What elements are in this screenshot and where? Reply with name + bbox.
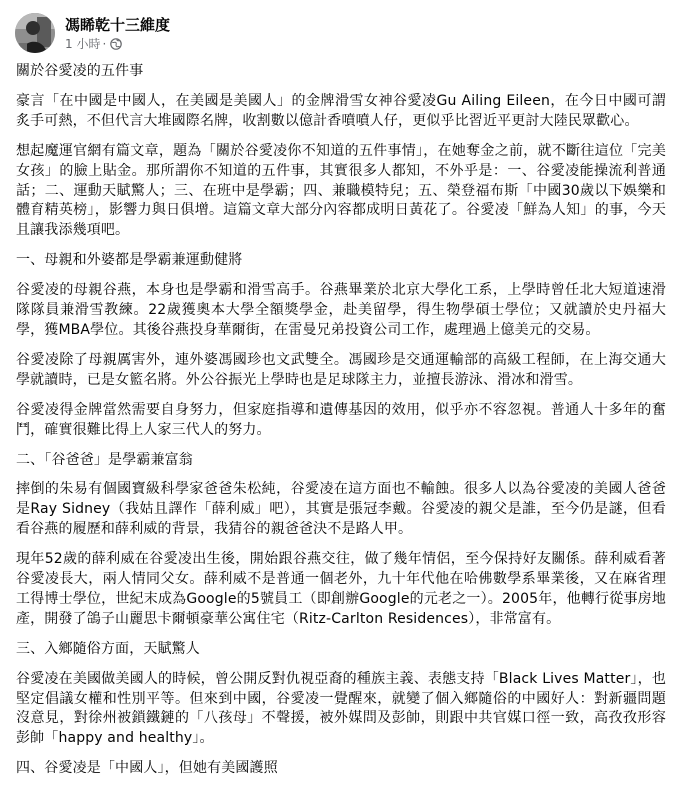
post-paragraph: 谷愛凌的母親谷燕，本身也是學霸和滑雪高手。谷燕畢業於北京大學化工系，上學時曾任北大短道速滑隊隊員兼滑雪教練。22歲獲奧本大學全額獎學金，赴美留學，得生物學碩士學位；又就讀於史丹福大學，獲MBA學位。其後谷燕投身華爾街，在雷曼兄弟投資公司工作，處理過上億美元的交易。 <box>16 282 666 338</box>
meta-separator: · <box>102 37 107 51</box>
avatar-image <box>15 13 55 53</box>
post-paragraph: 谷愛凌在美國做美國人的時候，曾公開反對仇視亞裔的種族主義、表態支持「Black Lives Matter」，也堅定倡議女權和性別平等。但來到中國，谷愛凌一覺醒來，就變了個入鄉隨俗的中國好人：對新疆問題沒意見，對徐州被鎖鐵鏈的「八孩母」不聲援，被外媒問及彭帥，則跟中共官媒口徑一致，高孜孜形容彭帥「happy and healthy」。 <box>16 670 666 747</box>
post-title: 關於谷愛凌的五件事 <box>16 63 144 79</box>
author-name[interactable]: 馮睎乾十三維度 <box>65 16 171 34</box>
post-paragraph: 谷愛凌除了母親厲害外，連外婆馮國珍也文武雙全。馮國珍是交通運輸部的高級工程師，在上海交通大學就讀時，已是女籃名將。外公谷振光上學時也是足球隊主力，並擅長游泳、滑冰和滑雪。 <box>16 351 666 388</box>
post-paragraph: 想起魔運官網有篇文章，題為「關於谷愛凌你不知道的五件事情」，在她奪金之前，就不斷往這位「完美女孩」的臉上貼金。那所謂你不知道的五件事，其實很多人都知，不外乎是：一、谷愛凌能操流利普通話；二、運動天賦驚人；三、在班中是學霸；四、兼職模特兒；五、榮登福布斯「中國30歲以下娛樂和體育精英榜」，影響力與日俱增。這篇文章大部分內容都成明日黃花了。谷愛凌「鮮為人知」的事，今天且讓我添幾項吧。 <box>16 142 666 239</box>
post-body <box>16 62 666 789</box>
post-paragraph: 谷愛凌得金牌當然需要自身努力，但家庭指導和遺傳基因的效用，似乎亦不容忽視。普通人十多年的奮鬥，確實很難比得上人家三代人的努力。 <box>16 401 666 438</box>
section-heading: 四、谷愛凌是「中國人」，但她有美國護照 <box>16 760 278 777</box>
author-avatar[interactable] <box>15 13 55 53</box>
post-paragraph: 豪言「在中國是中國人，在美國是美國人」的金牌滑雪女神谷愛凌Gu Ailing Eileen，在今日中國可謂炙手可熱，不但代言大堆國際名牌，收割數以億計香噴噴人仔，更似乎比習近平更討大陸民眾歡心。 <box>16 92 666 129</box>
globe-icon[interactable] <box>110 38 122 53</box>
post-timestamp[interactable]: 1 小時 <box>65 37 101 51</box>
section-heading: 二、「谷爸爸」是學霸兼富翁 <box>16 451 193 468</box>
post-paragraph: 摔倒的朱易有個國寶級科學家爸爸朱松純，谷愛凌在這方面也不輸蝕。很多人以為谷愛凌的美國人爸爸是Ray Sidney（我姑且譯作「薛利威」吧），其實是張冠李戴。谷愛凌的親父是誰，至今仍是謎，但看看谷燕的履歷和薛利威的背景，我猜谷的親爸爸決不是路人甲。 <box>16 481 666 538</box>
section-heading: 一、母親和外婆都是學霸兼運動健將 <box>16 252 243 269</box>
post-paragraph: 現年52歲的薛利威在谷愛凌出生後，開始跟谷燕交往，做了幾年情侶，至今保持好友關係。薛利威看著谷愛凌長大，兩人情同父女。薛利威不是普通一個老外，九十年代他在哈佛數學系畢業後，又在麻省理工得博士學位，世紀末成為Google的5號員工（即創辦Google的元老之一）。2005年，他轉行從事房地產，開發了鴿子山麗思卡爾頓豪華公寓住宅（Ritz-Carlton Residences），非常富有。 <box>16 551 666 627</box>
post-meta <box>65 35 122 53</box>
section-heading: 三、入鄉隨俗方面，天賦驚人 <box>16 640 200 657</box>
